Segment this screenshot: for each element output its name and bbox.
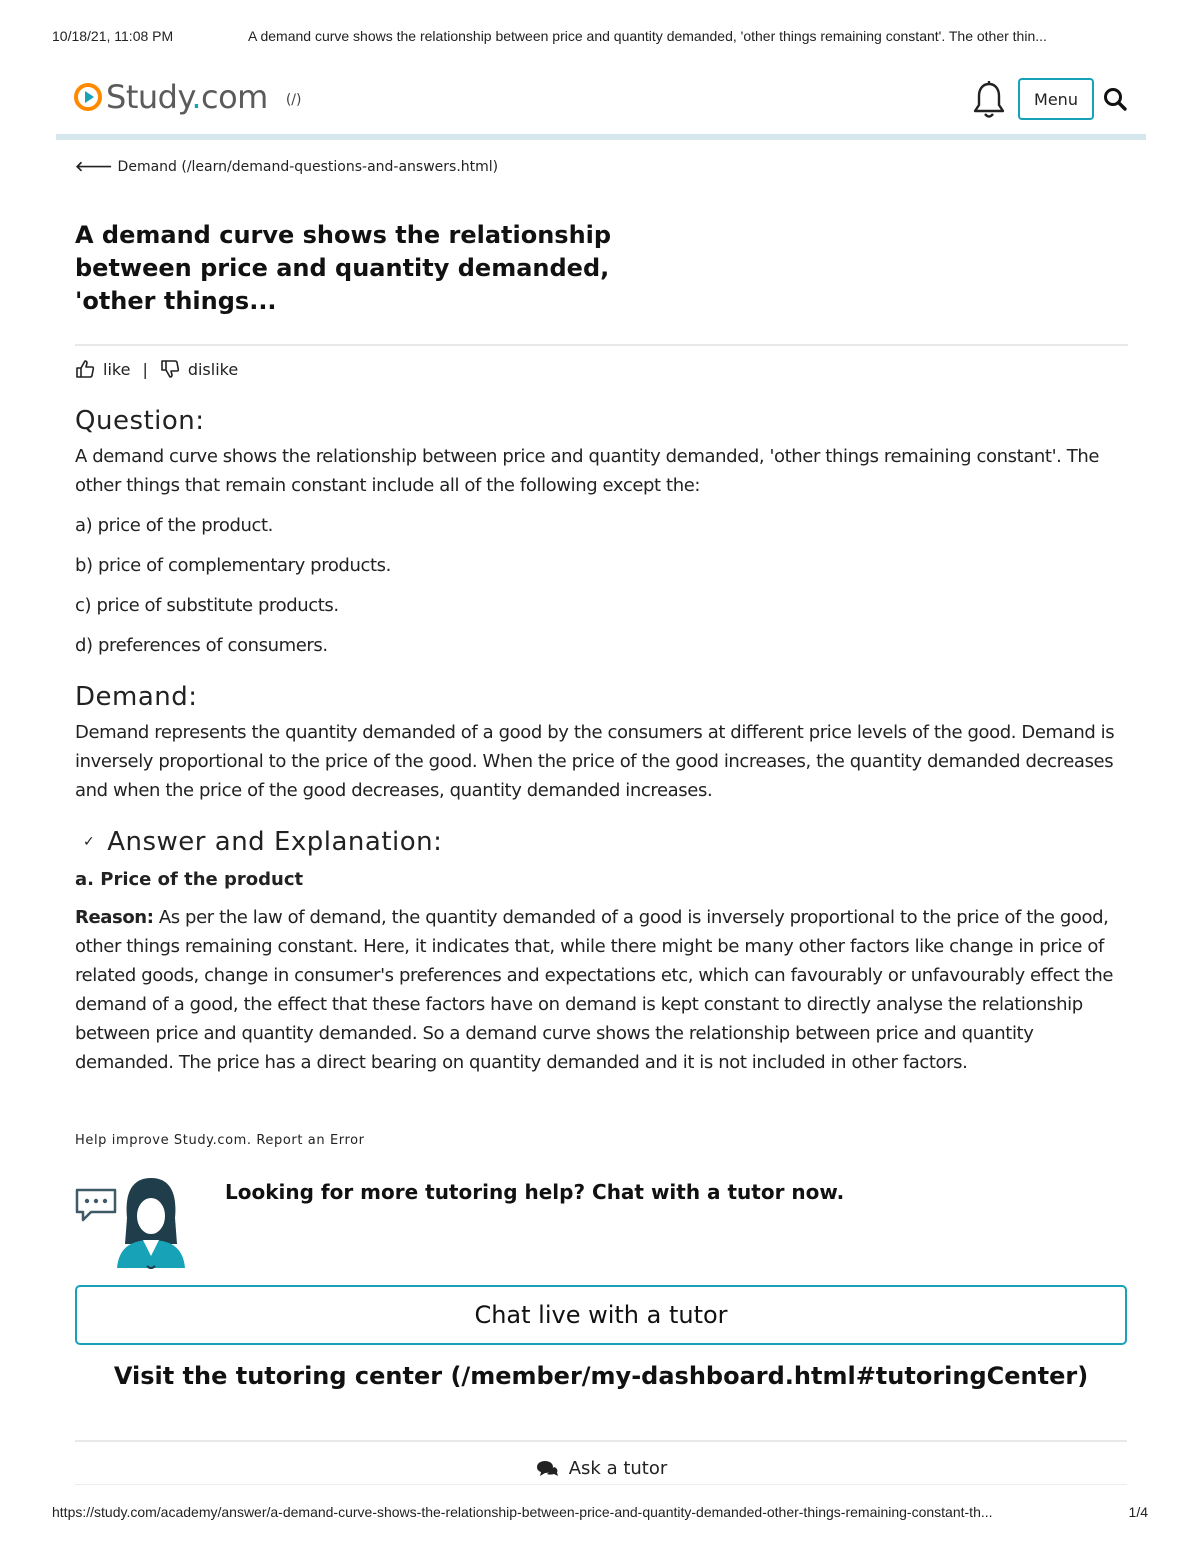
answer-heading-label: Answer and Explanation:	[107, 827, 443, 857]
question-heading: Question:	[75, 406, 205, 436]
answer-heading[interactable]	[75, 825, 1128, 859]
ask-tutor-label[interactable]: Ask a tutor	[568, 1458, 668, 1479]
reason-text: As per the law of demand, the quantity demanded of a good is inversely proportional to the price of the good, other things remaining constant. Here, it indicates that, while there might be many other factors like change in price of related goods, change in consumer's preferences and expectations etc, which can favourably or unfavourably effect the demand of a good, the effect that these factors have on demand is kept constant to directly analyse the relationship between price and quantity demanded. So a demand curve shows the relationship between price and quantity demanded. The price has a direct bearing on quantity demanded and it is not included in other factors.	[75, 907, 1114, 1073]
menu-button[interactable]: Menu	[1018, 78, 1094, 120]
rating-bar	[75, 358, 1128, 380]
bottom-border	[75, 1484, 1127, 1488]
bell-icon[interactable]	[972, 80, 1006, 120]
thumbs-up-icon[interactable]	[75, 359, 95, 379]
search-icon[interactable]	[1102, 86, 1128, 112]
tutor-avatar-icon	[111, 1174, 191, 1270]
option-d: d) preferences of consumers.	[75, 635, 328, 656]
ask-tutor-link[interactable]	[75, 1458, 1127, 1479]
tutoring-center-link[interactable]: Visit the tutoring center (/member/my-dashboard.html#tutoringCenter)	[113, 1362, 1089, 1390]
breadcrumb[interactable]	[75, 158, 1128, 175]
demand-heading: Demand:	[75, 682, 198, 712]
logo-suffix: com	[201, 78, 268, 116]
answer-reason	[75, 903, 1128, 1077]
logo-dot: .	[191, 78, 201, 116]
title-divider	[75, 344, 1128, 346]
print-url: https://study.com/academy/answer/a-demand-curve-shows-the-relationship-between-price-and-quantity-demanded-other-things-remaining-constant-th...	[52, 1504, 993, 1520]
logo-text	[106, 78, 268, 116]
thumbs-down-icon[interactable]	[160, 359, 180, 379]
tutor-promo	[75, 1174, 1128, 1274]
option-b: b) price of complementary products.	[75, 555, 391, 576]
logo-play-icon	[74, 83, 102, 111]
rating-separator: |	[142, 359, 148, 379]
option-c: c) price of substitute products.	[75, 595, 339, 616]
option-a: a) price of the product.	[75, 515, 273, 536]
page-title: A demand curve shows the relationship between price and quantity demanded, 'other things...	[75, 221, 612, 315]
tutor-prompt: Looking for more tutoring help? Chat with a tutor now.	[225, 1180, 845, 1204]
answer-choice: a. Price of the product	[75, 869, 304, 890]
site-header	[56, 72, 1146, 142]
like-button[interactable]: like	[103, 359, 131, 379]
header-bar	[56, 134, 1146, 140]
main-content	[75, 150, 1128, 1148]
print-header	[52, 28, 1148, 50]
bottom-divider	[75, 1440, 1127, 1442]
logo-path: (/)	[285, 92, 302, 108]
breadcrumb-label[interactable]: Demand (/learn/demand-questions-and-answers.html)	[117, 158, 499, 175]
print-footer	[52, 1504, 1148, 1520]
print-datetime: 10/18/21, 11:08 PM	[52, 28, 174, 44]
demand-text: Demand represents the quantity demanded of a good by the consumers at different price levels of the good. Demand is inversely proportional to the price of the good. When the price of the good increases, the quantity demanded decreases and when the price of the good decreases, quantity demanded increases.	[75, 722, 1115, 801]
logo-main: Study	[106, 78, 192, 116]
print-page-number: 1/4	[1128, 1504, 1148, 1520]
question-text: A demand curve shows the relationship between price and quantity demanded, 'other things remaining constant'. The other things that remain constant include all of the following except the:	[75, 446, 1100, 496]
comments-icon	[535, 1459, 559, 1479]
reason-label: Reason:	[75, 907, 154, 928]
logo-link[interactable]	[74, 78, 301, 116]
arrow-left-icon: 🡐	[75, 159, 113, 175]
chat-live-button[interactable]: Chat live with a tutor	[75, 1285, 1127, 1345]
dislike-button[interactable]: dislike	[187, 359, 239, 379]
check-icon: ✓	[83, 834, 96, 850]
print-title: A demand curve shows the relationship between price and quantity demanded, 'other things remaining constant'. The other thin...	[248, 28, 1047, 44]
report-error-link[interactable]: Help improve Study.com. Report an Error	[75, 1133, 365, 1148]
